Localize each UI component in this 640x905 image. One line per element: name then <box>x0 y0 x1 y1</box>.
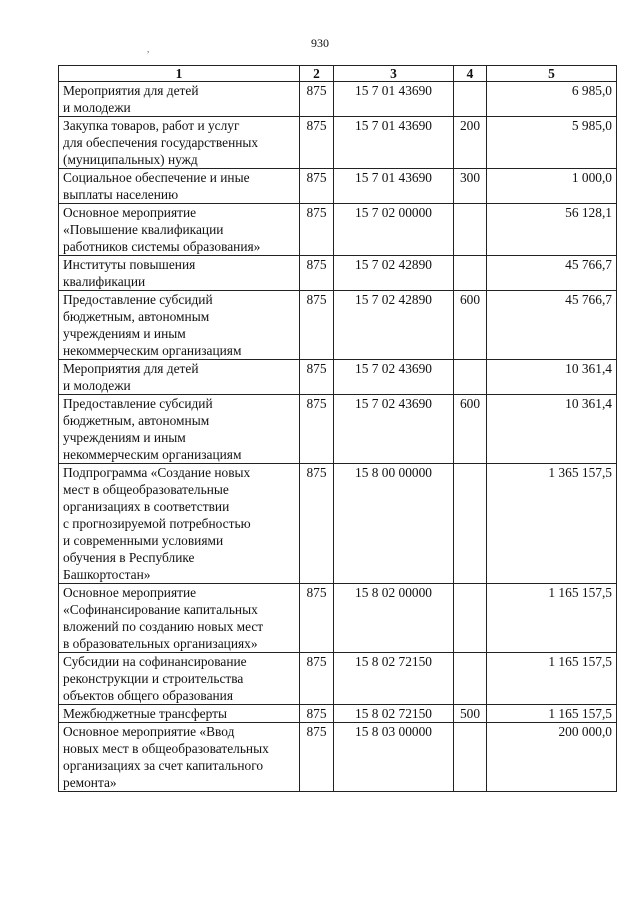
page-number: 930 <box>311 36 329 50</box>
row-type-cell: 300 <box>454 169 487 204</box>
table-row <box>59 82 617 117</box>
table-row <box>59 117 617 169</box>
table-row <box>59 395 617 464</box>
column-header-code: 3 <box>334 66 454 82</box>
table-row <box>59 360 617 395</box>
row-name-cell: Закупка товаров, работ и услуг для обеспечения государственных (муниципальных) нужд <box>59 117 300 169</box>
row-ministry-cell: 875 <box>300 723 334 792</box>
table-row <box>59 464 617 584</box>
table-row <box>59 169 617 204</box>
row-amount-cell: 1 165 157,5 <box>487 584 617 653</box>
column-header-ministry: 2 <box>300 66 334 82</box>
table-row <box>59 723 617 792</box>
row-type-cell <box>454 204 487 256</box>
row-type-cell: 600 <box>454 291 487 360</box>
row-amount-cell: 10 361,4 <box>487 360 617 395</box>
row-code-cell: 15 7 02 43690 <box>334 360 454 395</box>
row-ministry-cell: 875 <box>300 395 334 464</box>
row-amount-cell: 5 985,0 <box>487 117 617 169</box>
scan-speck: , <box>147 44 150 54</box>
row-code-cell: 15 7 02 42890 <box>334 256 454 291</box>
row-type-cell <box>454 256 487 291</box>
row-code-cell: 15 7 02 42890 <box>334 291 454 360</box>
row-code-cell: 15 7 01 43690 <box>334 117 454 169</box>
row-type-cell <box>454 360 487 395</box>
row-type-cell <box>454 723 487 792</box>
table-row <box>59 653 617 705</box>
row-type-cell <box>454 464 487 584</box>
row-type-cell: 200 <box>454 117 487 169</box>
table-row <box>59 584 617 653</box>
row-ministry-cell: 875 <box>300 584 334 653</box>
table-row <box>59 256 617 291</box>
table-row <box>59 204 617 256</box>
row-name-cell: Мероприятия для детей и молодежи <box>59 82 300 117</box>
row-name-cell: Предоставление субсидий бюджетным, автономным учреждениям и иным некоммерческим организациям <box>59 395 300 464</box>
row-ministry-cell: 875 <box>300 705 334 723</box>
table-row <box>59 705 617 723</box>
row-code-cell: 15 8 02 00000 <box>334 584 454 653</box>
row-code-cell: 15 8 02 72150 <box>334 705 454 723</box>
row-name-cell: Мероприятия для детей и молодежи <box>59 360 300 395</box>
row-ministry-cell: 875 <box>300 82 334 117</box>
row-amount-cell: 200 000,0 <box>487 723 617 792</box>
row-amount-cell: 1 165 157,5 <box>487 653 617 705</box>
row-ministry-cell: 875 <box>300 360 334 395</box>
row-name-cell: Основное мероприятие «Повышение квалификации работников системы образования» <box>59 204 300 256</box>
row-code-cell: 15 7 02 43690 <box>334 395 454 464</box>
row-code-cell: 15 8 02 72150 <box>334 653 454 705</box>
column-header-amount: 5 <box>487 66 617 82</box>
row-type-cell: 600 <box>454 395 487 464</box>
row-name-cell: Субсидии на софинансирование реконструкции и строительства объектов общего образования <box>59 653 300 705</box>
row-ministry-cell: 875 <box>300 291 334 360</box>
row-amount-cell: 45 766,7 <box>487 256 617 291</box>
row-code-cell: 15 7 01 43690 <box>334 169 454 204</box>
row-code-cell: 15 8 00 00000 <box>334 464 454 584</box>
row-type-cell <box>454 653 487 705</box>
row-name-cell: Основное мероприятие «Софинансирование капитальных вложений по созданию новых мест в образовательных организациях» <box>59 584 300 653</box>
row-type-cell <box>454 584 487 653</box>
row-amount-cell: 56 128,1 <box>487 204 617 256</box>
row-ministry-cell: 875 <box>300 204 334 256</box>
row-name-cell: Подпрограмма «Создание новых мест в общеобразовательные организациях в соответствии с прогнозируемой потребностью и современными условиями обучения в Республике Башкортостан» <box>59 464 300 584</box>
row-name-cell: Основное мероприятие «Ввод новых мест в общеобразовательных организациях за счет капитального ремонта» <box>59 723 300 792</box>
budget-table <box>58 65 617 792</box>
table-header-row <box>59 66 617 82</box>
column-header-type: 4 <box>454 66 487 82</box>
row-type-cell: 500 <box>454 705 487 723</box>
column-header-name: 1 <box>59 66 300 82</box>
row-ministry-cell: 875 <box>300 464 334 584</box>
row-code-cell: 15 8 03 00000 <box>334 723 454 792</box>
row-ministry-cell: 875 <box>300 169 334 204</box>
row-amount-cell: 10 361,4 <box>487 395 617 464</box>
row-ministry-cell: 875 <box>300 256 334 291</box>
row-amount-cell: 1 165 157,5 <box>487 705 617 723</box>
row-name-cell: Социальное обеспечение и иные выплаты населению <box>59 169 300 204</box>
table-row <box>59 291 617 360</box>
row-name-cell: Межбюджетные трансферты <box>59 705 300 723</box>
row-code-cell: 15 7 02 00000 <box>334 204 454 256</box>
row-code-cell: 15 7 01 43690 <box>334 82 454 117</box>
row-amount-cell: 1 000,0 <box>487 169 617 204</box>
row-name-cell: Институты повышения квалификации <box>59 256 300 291</box>
row-type-cell <box>454 82 487 117</box>
row-amount-cell: 45 766,7 <box>487 291 617 360</box>
row-ministry-cell: 875 <box>300 117 334 169</box>
row-amount-cell: 6 985,0 <box>487 82 617 117</box>
row-ministry-cell: 875 <box>300 653 334 705</box>
row-amount-cell: 1 365 157,5 <box>487 464 617 584</box>
row-name-cell: Предоставление субсидий бюджетным, автономным учреждениям и иным некоммерческим организациям <box>59 291 300 360</box>
